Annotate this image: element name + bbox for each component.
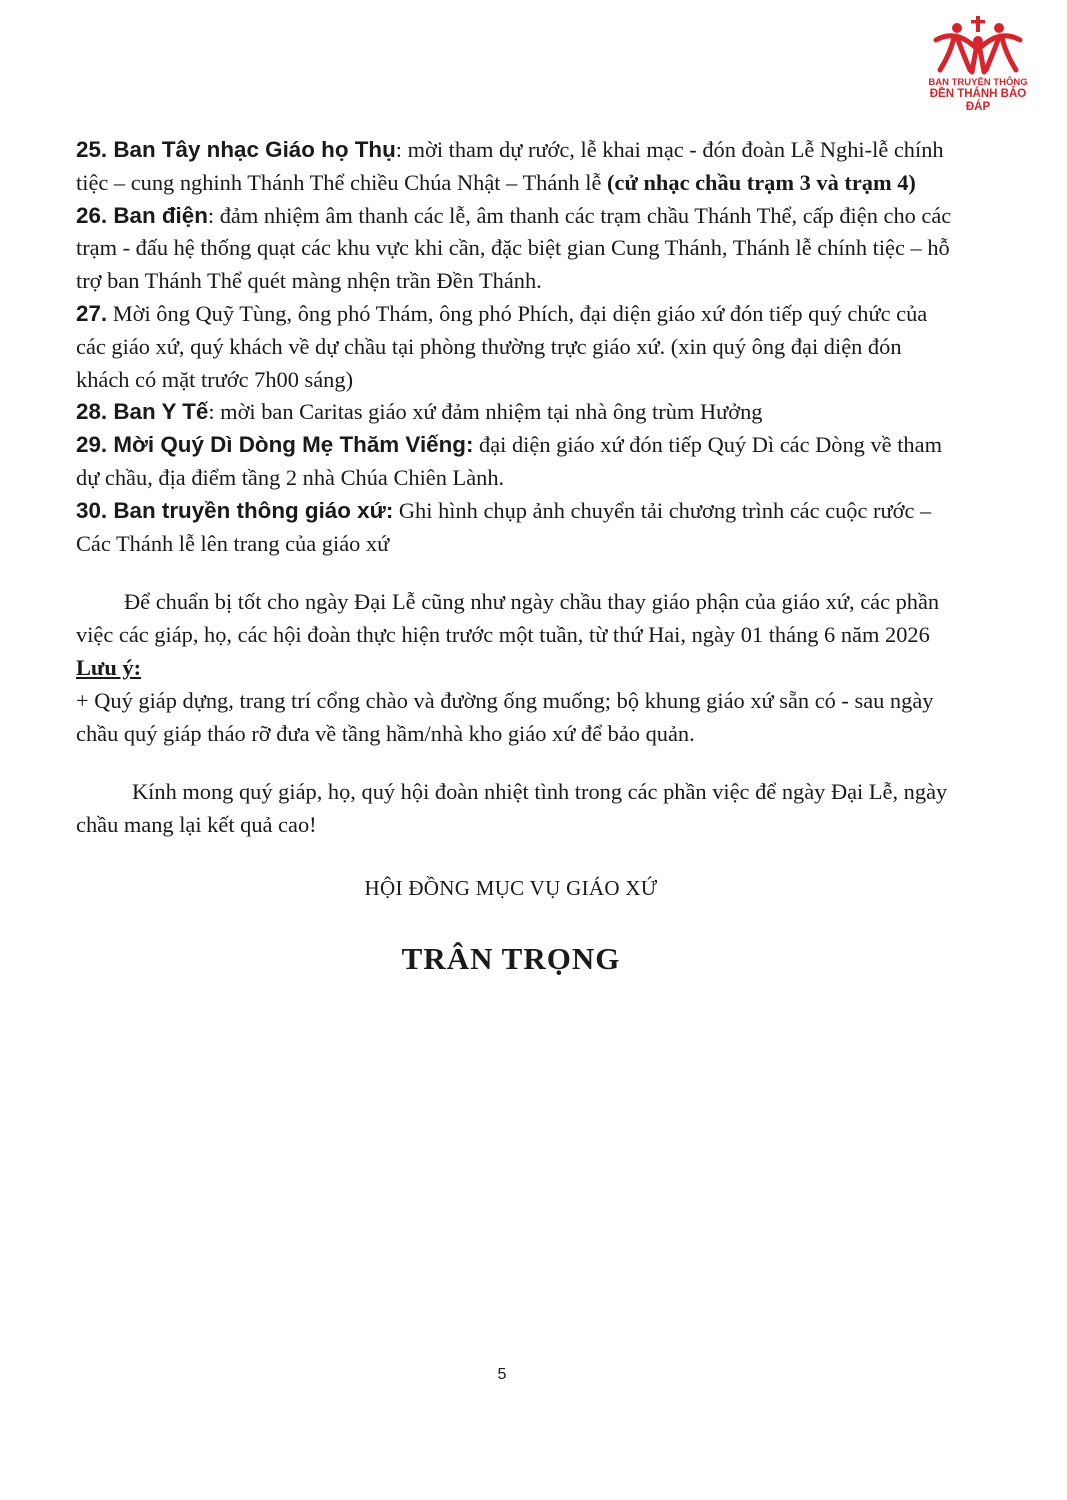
item-heading: 25. Ban Tây nhạc Giáo họ Thụ: [76, 137, 396, 162]
item-text: Ghi hình chụp ảnh chuyển tải chương trình các cuộc rước – Các Thánh lễ lên trang của giáo xứ: [76, 497, 932, 556]
list-item: [76, 200, 956, 298]
note-title: Lưu ý:: [76, 654, 142, 680]
preparation-paragraph: Để chuẩn bị tốt cho ngày Đại Lễ cũng như ngày chầu thay giáo phận của giáo xứ, các phần việc các giáp, họ, các hội đoàn thực hiện trước một tuần, từ thứ Hai, ngày 01 tháng 6 năm 2026: [76, 589, 940, 648]
item-heading: 29. Mời Quý Dì Dòng Mẹ Thăm Viếng:: [76, 432, 474, 458]
list-item: [76, 134, 956, 200]
item-text: : đảm nhiệm âm thanh các lễ, âm thanh các trạm chầu Thánh Thể, cấp điện cho các trạm - đấu hệ thống quạt các khu vực khi cần, đặc biệt gian Cung Thánh, Thánh lễ chính tiệc – hỗ trợ ban Thánh Thể quét màng nhện trần Đền Thánh.: [76, 202, 952, 294]
item-text: đại diện giáo xứ đón tiếp Quý Dì các Dòng về tham dự chầu, địa điểm tầng 2 nhà Chúa Chiên Lành.: [76, 432, 942, 490]
list-item: [76, 396, 956, 429]
document-body: [76, 134, 956, 976]
item-text: : mời tham dự rước, lễ khai mạc - đón đoàn Lễ Nghi-lễ chính tiệc – cung nghinh Thánh Thể chiều Chúa Nhật – Thánh lễ: [76, 137, 944, 195]
item-emphasis: (cử nhạc chầu trạm 3 và trạm 4): [607, 169, 916, 195]
note-text: + Quý giáp dựng, trang trí cổng chào và đường ống muống; bộ khung giáo xứ sẵn có - sau ngày chầu quý giáp tháo rỡ đưa về tầng hầm/nhà kho giáo xứ để bảo quản.: [76, 687, 934, 746]
closing-paragraph: Kính mong quý giáp, họ, quý hội đoàn nhiệt tình trong các phần việc để ngày Đại Lễ, ngày chầu mang lại kết quả cao!: [76, 779, 948, 838]
page-number: 5: [497, 1366, 507, 1383]
list-item: [76, 429, 956, 495]
signature: TRÂN TRỌNG: [401, 940, 621, 976]
item-text: : mời ban Caritas giáo xứ đảm nhiệm tại nhà ông trùm Hưởng: [208, 399, 763, 425]
logo-text-line2: ĐỀN THÁNH BẢO ĐÁP: [929, 88, 1027, 113]
list-item: [76, 495, 956, 561]
item-text: Mời ông Quỹ Tùng, ông phó Thám, ông phó Phích, đại diện giáo xứ đón tiếp quý chức của các giáo xứ, quý khách về dự chầu tại phòng thường trực giáo xứ. (xin quý ông đại diện đón khách có mặt trước 7h00 sáng): [76, 300, 928, 392]
council-name: HỘI ĐỒNG MỤC VỤ GIÁO XỨ: [364, 875, 658, 900]
item-heading: 26. Ban điện: [76, 202, 208, 228]
logo-text-line1: BAN TRUYỀN THÔNG: [928, 77, 1028, 88]
communication-logo: [918, 14, 1038, 114]
list-item: [76, 298, 956, 396]
item-heading: 30. Ban truyền thông giáo xứ:: [76, 497, 394, 523]
item-heading: 28. Ban Y Tế: [76, 399, 209, 425]
item-heading: 27.: [76, 300, 108, 326]
logo-figures-icon: [930, 14, 1026, 76]
